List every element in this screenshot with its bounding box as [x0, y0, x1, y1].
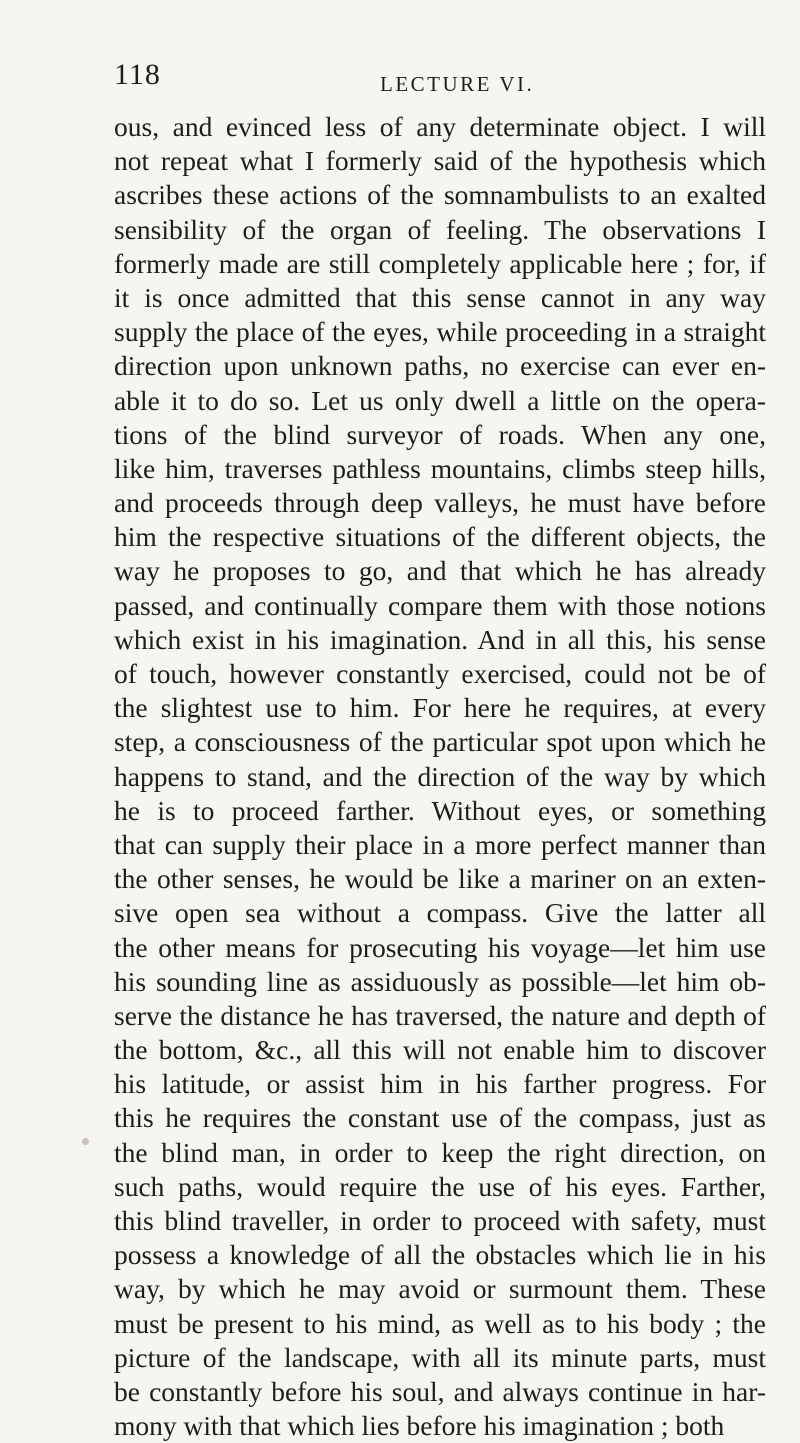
text-line: ascribes these actions of the somnambulists to an exalted: [114, 179, 766, 211]
text-line: way, by which he may avoid or surmount them. These: [114, 1273, 766, 1305]
text-line: the bottom, &c., all this will not enable him to discover: [114, 1034, 766, 1066]
text-line: his sounding line as assiduously as possible—let him ob-: [114, 965, 766, 997]
text-line: that can supply their place in a more perfect manner than: [114, 828, 766, 860]
text-line: sensibility of the organ of feeling. The observations I: [114, 213, 766, 245]
text-line: possess a knowledge of all the obstacles which lie in his: [114, 1239, 766, 1271]
text-line: picture of the landscape, with all its minute parts, must: [114, 1341, 766, 1373]
text-line: step, a consciousness of the particular spot upon which he: [114, 726, 766, 758]
body-text: [114, 110, 766, 1443]
text-line: direction upon unknown paths, no exercise can ever en-: [114, 350, 766, 382]
text-line: must be present to his mind, as well as to his body ; the: [114, 1307, 766, 1339]
text-line: able it to do so. Let us only dwell a little on the opera-: [114, 384, 766, 416]
text-line: way he proposes to go, and that which he has already: [114, 555, 766, 587]
text-line: him the respective situations of the different objects, the: [114, 521, 766, 553]
text-line: the blind man, in order to keep the right direction, on: [114, 1136, 766, 1168]
paper-speck: [82, 1138, 89, 1145]
text-line: which exist in his imagination. And in all this, his sense: [114, 623, 766, 655]
text-line: formerly made are still completely applicable here ; for, if: [114, 247, 766, 279]
text-line: happens to stand, and the direction of the way by which: [114, 760, 766, 792]
text-line: passed, and continually compare them with those notions: [114, 589, 766, 621]
text-line: such paths, would require the use of his eyes. Farther,: [114, 1170, 766, 1202]
text-line: the slightest use to him. For here he requires, at every: [114, 692, 766, 724]
text-line: he is to proceed farther. Without eyes, or something: [114, 794, 766, 826]
text-line: and proceeds through deep valleys, he must have before: [114, 487, 766, 519]
text-line: mony with that which lies before his imagination ; both: [114, 1410, 725, 1442]
text-line: tions of the blind surveyor of roads. When any one,: [114, 418, 766, 450]
text-line: the other means for prosecuting his voyage—let him use: [114, 931, 766, 963]
text-line: it is once admitted that this sense cannot in any way: [114, 281, 766, 313]
text-line: like him, traverses pathless mountains, climbs steep hills,: [114, 452, 766, 484]
text-line: serve the distance he has traversed, the nature and depth of: [114, 999, 766, 1031]
running-head: LECTURE VI.: [380, 72, 535, 96]
text-line: this he requires the constant use of the compass, just as: [114, 1102, 766, 1134]
text-line: not repeat what I formerly said of the hypothesis which: [114, 145, 766, 177]
text-line: the other senses, he would be like a mariner on an exten-: [114, 863, 766, 895]
page-number: 118: [114, 58, 161, 91]
text-line: be constantly before his soul, and always continue in har-: [114, 1375, 766, 1407]
text-line: of touch, however constantly exercised, could not be of: [114, 658, 766, 689]
text-line: ous, and evinced less of any determinate object. I will: [114, 111, 766, 142]
text-line: sive open sea without a compass. Give the latter all: [114, 897, 766, 929]
text-line: this blind traveller, in order to proceed with safety, must: [114, 1205, 766, 1236]
text-line: his latitude, or assist him in his farther progress. For: [114, 1068, 766, 1100]
text-line: supply the place of the eyes, while proceeding in a straight: [114, 316, 766, 348]
